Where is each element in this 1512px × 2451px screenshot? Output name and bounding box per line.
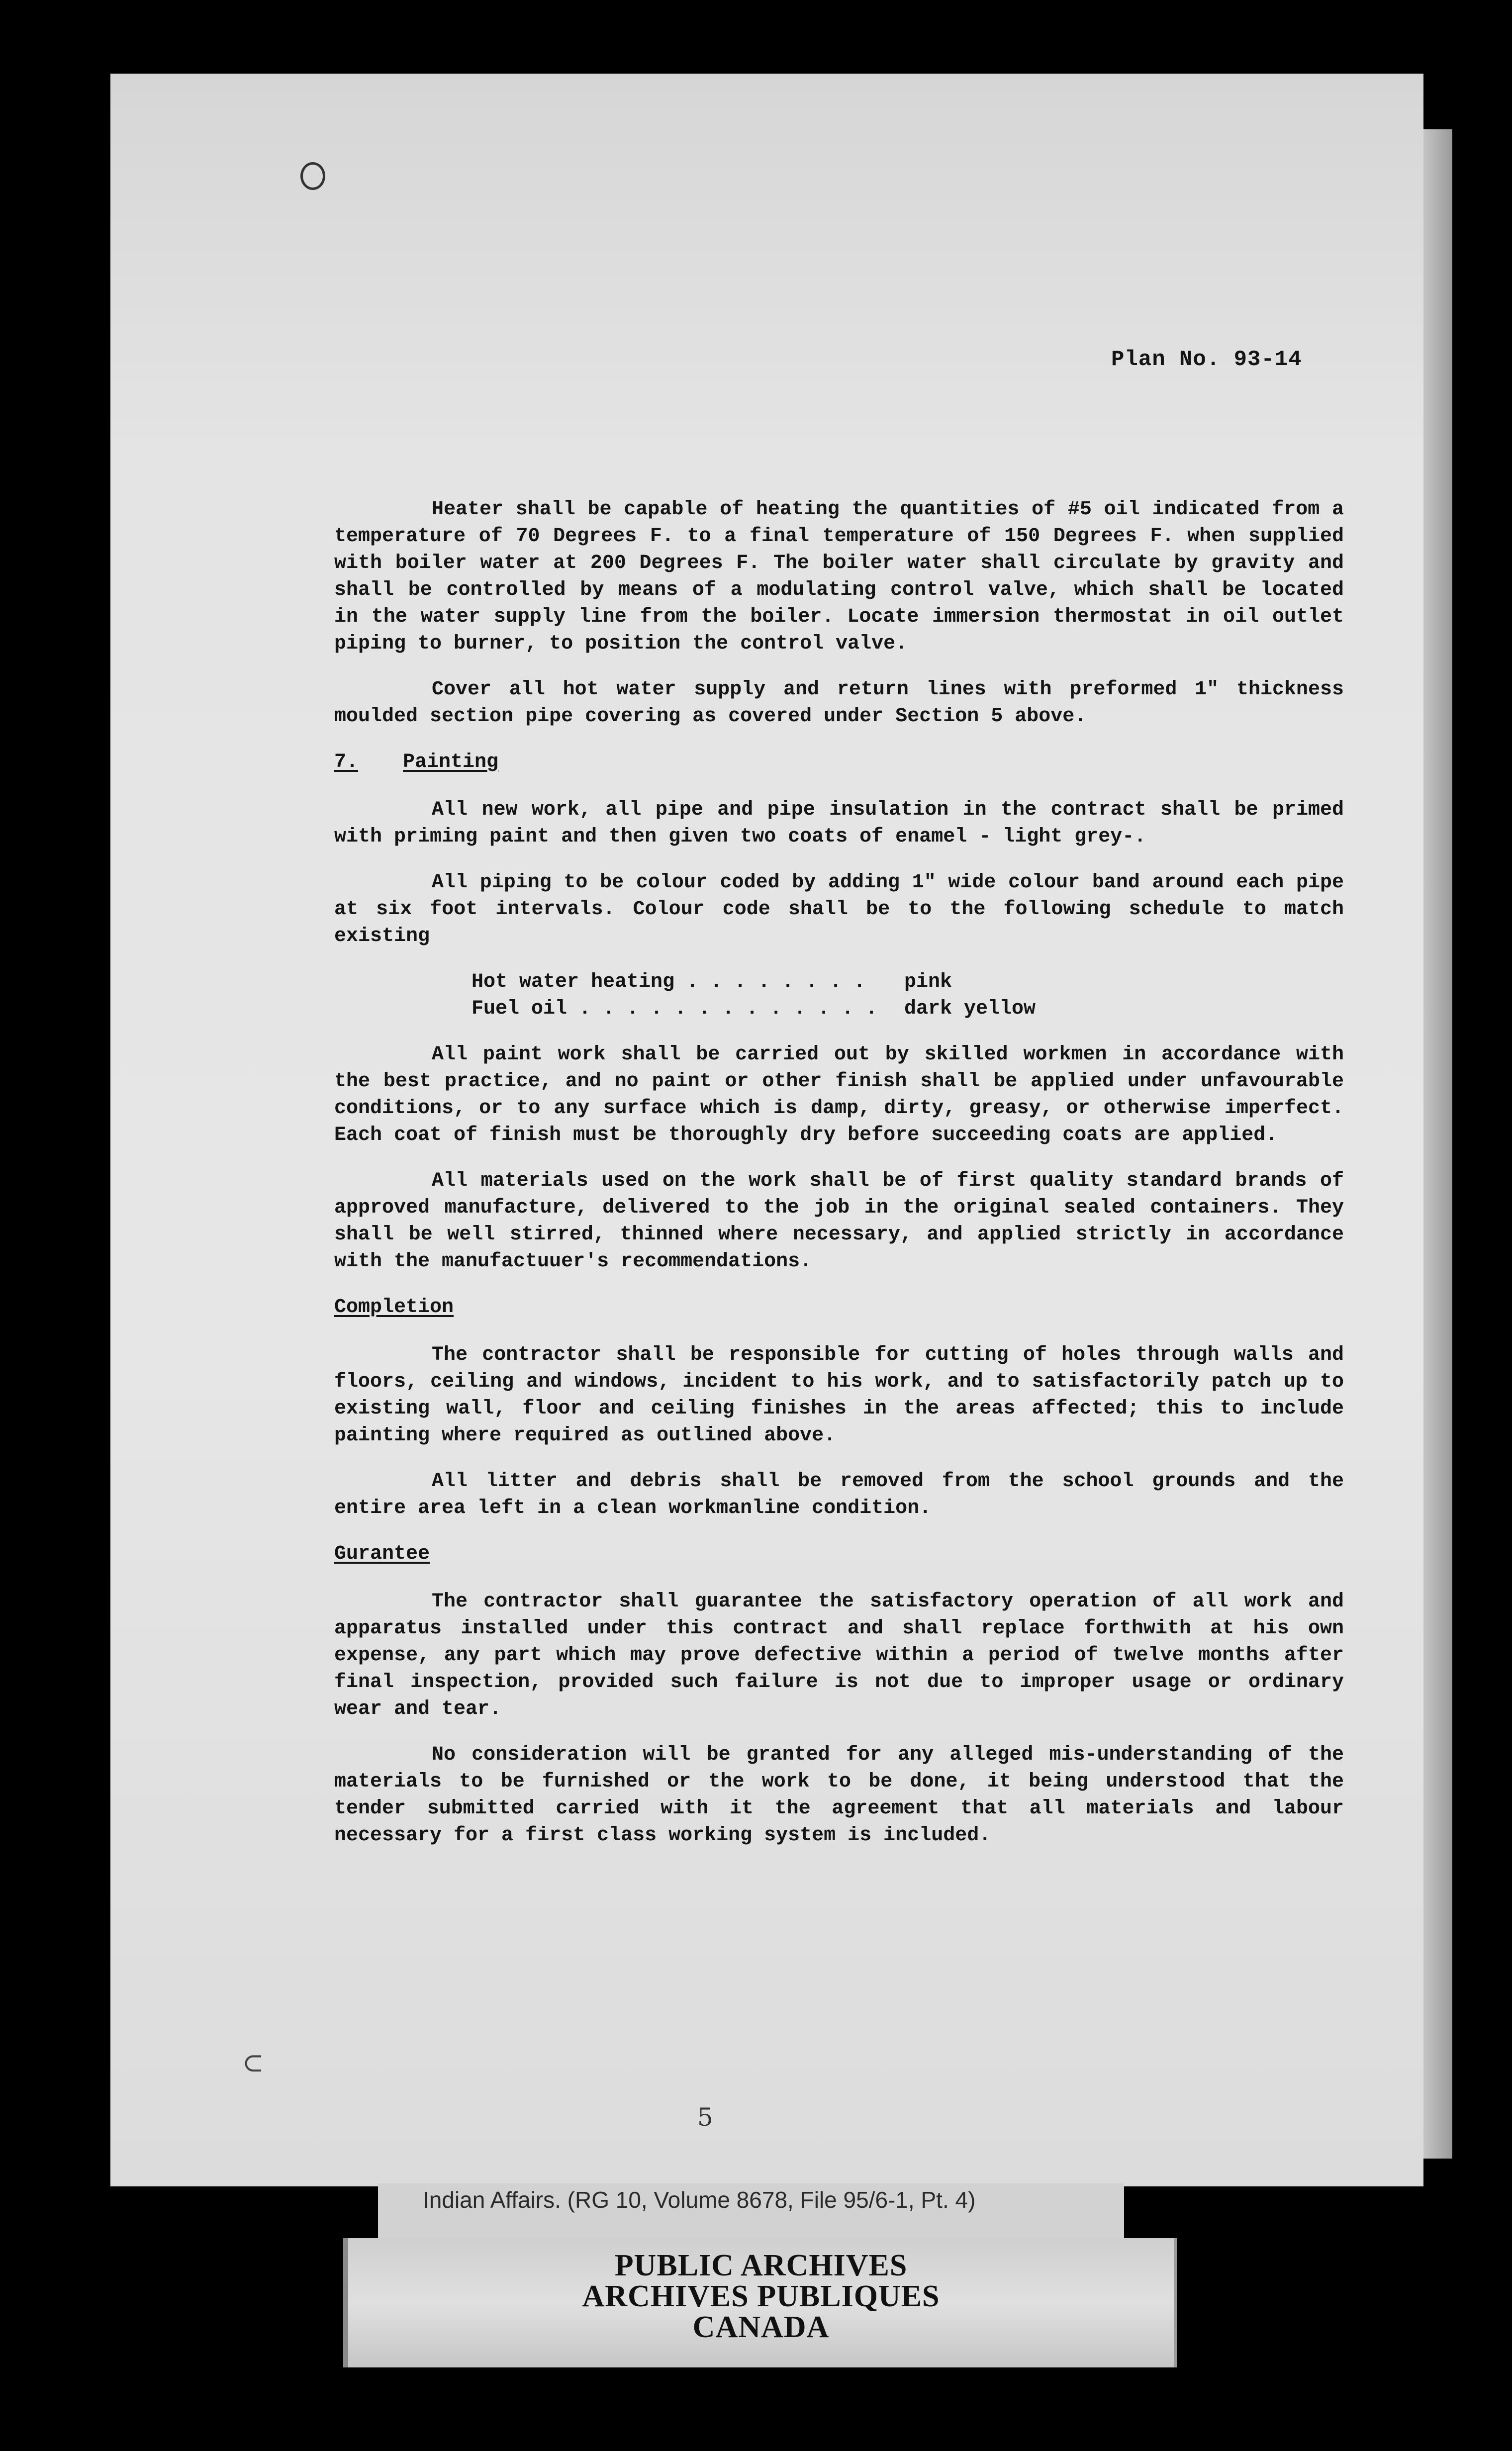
schedule-item: Hot water heating . . . . . . . . — [472, 971, 866, 993]
archive-citation: Indian Affairs. (RG 10, Volume 8678, File 95/6-1, Pt. 4) — [423, 2187, 976, 2213]
page-number: 5 — [697, 2103, 713, 2132]
archive-stamp — [343, 2238, 1177, 2367]
plan-number: Plan No. 93-14 — [1111, 347, 1302, 372]
painting-section-number: 7. — [334, 751, 359, 773]
margin-pencil-mark: ⊂ — [242, 2048, 264, 2078]
insulation-paragraph: Cover all hot water supply and return lines with preformed 1" thickness moulded section pipe covering as covered under Section 5 above. — [334, 678, 1344, 728]
punch-hole-mark — [300, 162, 325, 190]
guarantee-paragraph: The contractor shall guarantee the satisfactory operation of all work and apparatus installed under this contract and shall replace forthwith at his own expense, any part which may prove defective within a period of twelve months after final inspection, provided such failure is not due to improper usage or ordinary wear and tear. — [334, 1591, 1344, 1720]
schedule-colour: pink — [904, 971, 952, 993]
painting-section-title: Painting — [403, 751, 499, 773]
painting-paragraph: All new work, all pipe and pipe insulation in the contract shall be primed with priming paint and then given two coats of enamel - light grey-. — [334, 799, 1344, 848]
materials-paragraph: All materials used on the work shall be of first quality standard brands of approved manufacture, delivered to the job in the original sealed containers. They shall be well stirred, thinned where necessary, and applied strictly in accordance with the manufactuuer's recommendations. — [334, 1170, 1344, 1273]
guarantee-heading: Gurantee — [334, 1543, 430, 1565]
document-page — [110, 74, 1423, 2186]
litter-paragraph: All litter and debris shall be removed from the school grounds and the entire area left in a clean workmanline condition. — [334, 1470, 1344, 1519]
painting-heading — [334, 749, 1344, 776]
stamp-line-french: ARCHIVES PUBLIQUES — [582, 2279, 940, 2313]
completion-heading: Completion — [334, 1296, 454, 1319]
cutting-holes-paragraph: The contractor shall be responsible for cutting of holes through walls and floors, ceiling and windows, incident to his work, and to satisfactorily patch up to existing wall, floor and ceiling finishes in the areas affected; this to include painting where required as outlined above. — [334, 1344, 1344, 1447]
document-body — [334, 496, 1344, 1868]
stamp-line-country: CANADA — [692, 2310, 830, 2344]
heater-paragraph: Heater shall be capable of heating the quantities of #5 oil indicated from a temperature of 70 Degrees F. to a final temperature of 150 Degrees F. when supplied with boiler water at 200 Degrees F. The boiler water shall circulate by gravity and shall be controlled by means of a modulating control valve, which shall be located in the water supply line from the boiler. Locate immersion thermostat in oil outlet piping to burner, to position the control valve. — [334, 498, 1344, 655]
colour-code-paragraph: All piping to be colour coded by adding 1" wide colour band around each pipe at six foot intervals. Colour code shall be to the following schedule to match existing — [334, 871, 1344, 947]
paint-work-paragraph: All paint work shall be carried out by skilled workmen in accordance with the best practice, and no paint or other finish shall be applied under unfavourable conditions, or to any surface which is damp, dirty, greasy, or otherwise imperfect. Each coat of finish must be thoroughly dry before succeeding coats are applied. — [334, 1043, 1344, 1146]
schedule-item: Fuel oil . . . . . . . . . . . . . — [472, 998, 878, 1020]
schedule-colour: dark yellow — [904, 998, 1036, 1020]
schedule-row — [472, 996, 1344, 1023]
colour-schedule — [472, 969, 1344, 1023]
archive-citation-strip — [378, 2183, 1124, 2238]
stamp-line-english: PUBLIC ARCHIVES — [614, 2249, 908, 2282]
schedule-row — [472, 969, 1344, 996]
consideration-paragraph: No consideration will be granted for any alleged mis-understanding of the materials to be furnished or the work to be done, it being understood that the tender submitted carried with it the agreement that all materials and labour necessary for a first class working system is included. — [334, 1744, 1344, 1847]
